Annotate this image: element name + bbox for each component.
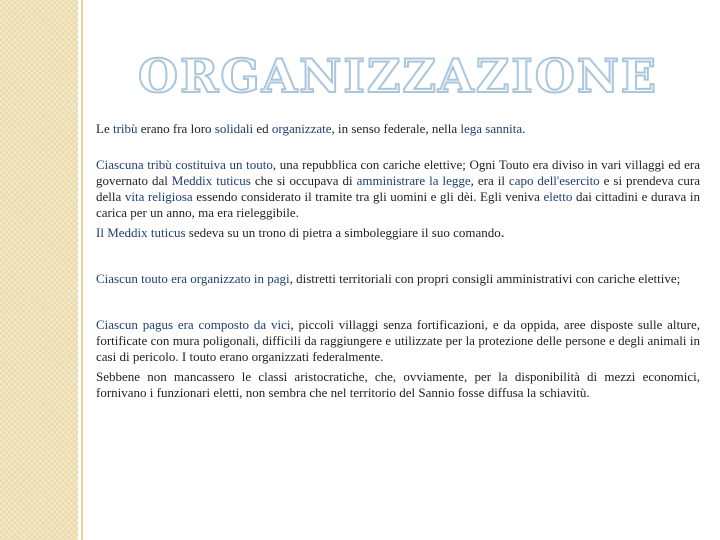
paragraph-pagi xyxy=(96,271,700,287)
highlight: eletto xyxy=(543,189,573,204)
text: ed xyxy=(253,121,272,136)
decorative-side-band xyxy=(0,0,78,540)
highlight: Il Meddix tuticus xyxy=(96,225,186,240)
highlight: Ciascun pagus era composto da vici xyxy=(96,317,291,332)
highlight: amministrare la legge xyxy=(356,173,471,188)
text: e si prendeva cura della xyxy=(96,173,700,204)
slide-body xyxy=(96,121,700,401)
text: sedeva su un trono di pietra a simboleggiare il suo comando xyxy=(185,225,501,240)
highlight: Ciascuna tribù costituiva un touto xyxy=(96,157,273,172)
paragraph-touto xyxy=(96,157,700,221)
highlight: organizzate xyxy=(271,121,332,136)
text: , era il xyxy=(470,173,509,188)
highlight: lega sannita xyxy=(460,121,523,136)
text: , in senso federale, nella xyxy=(331,121,461,136)
text: Le xyxy=(96,121,113,136)
paragraph-schiavitu xyxy=(96,369,700,401)
paragraph-trono xyxy=(96,225,700,241)
highlight: Meddix tuticus xyxy=(171,173,251,188)
highlight: Ciascun touto era organizzato in pagi xyxy=(96,271,290,286)
highlight: vita religiosa xyxy=(124,189,193,204)
text: Sebbene non mancassero le classi aristocratiche, che, ovviamente, per la disponibilità di mezzi economici, fornivano i funzionari eletti, non sembra che nel territorio del Sannio fosse diffusa la schiavitù. xyxy=(96,369,700,400)
paragraph-vici xyxy=(96,317,700,365)
text: . xyxy=(522,121,526,136)
paragraph-lega xyxy=(96,121,700,137)
text: essendo considerato il tramite tra gli uomini e gli dèi. Egli veniva xyxy=(192,189,544,204)
highlight: capo dell'esercito xyxy=(508,173,600,188)
highlight: tribù xyxy=(112,121,138,136)
text: erano fra loro xyxy=(137,121,215,136)
slide-title: ORGANIZZAZIONE xyxy=(138,49,658,103)
text: , piccoli villaggi senza fortificazioni, e da oppida, aree disposte sulle alture, fortificate con mura poligonali, difficili da raggiungere e utilizzate per la protezione delle persone e degli animali in casi di pericolo. I touto erano organizzati federalmente. xyxy=(96,317,700,364)
highlight: solidali xyxy=(214,121,254,136)
decorative-side-line xyxy=(81,0,83,540)
text: . xyxy=(500,225,505,241)
text: che si occupava di xyxy=(250,173,357,188)
text: , una repubblica con cariche elettive; Ogni Touto era diviso in vari villaggi ed era governato dal xyxy=(96,157,700,188)
text: dai cittadini e durava in carica per un anno, ma era rieleggibile. xyxy=(96,189,700,220)
text: , distretti territoriali con propri consigli amministrativi con cariche elettive; xyxy=(289,271,681,286)
